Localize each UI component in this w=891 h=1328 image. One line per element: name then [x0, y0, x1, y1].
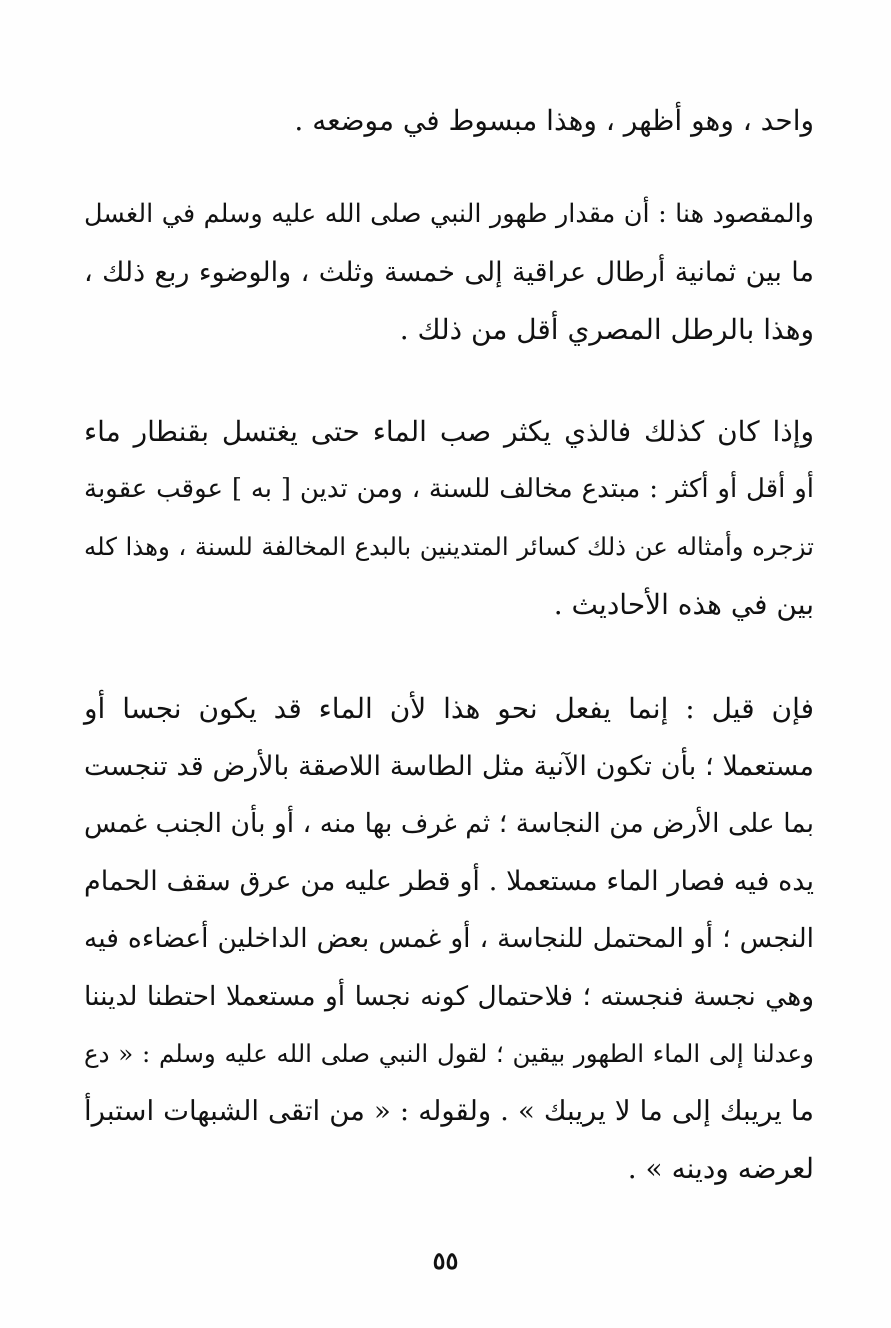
paragraph-4 — [84, 680, 814, 1198]
text-line: والمقصود هنا : أن مقدار طهور النبي صلى الله عليه وسلم في الغسل — [84, 199, 814, 229]
text-line: ما بين ثمانية أرطال عراقية إلى خمسة وثلث ، والوضوء ربع ذلك ، — [84, 256, 814, 288]
text-line: بما على الأرض من النجاسة ؛ ثم غرف بها منه ، أو بأن الجنب غمس — [84, 808, 814, 839]
text-line: فإن قيل : إنما يفعل نحو هذا لأن الماء قد يكون نجسا أو — [84, 692, 814, 725]
text-line: مستعملا ؛ بأن تكون الآنية مثل الطاسة اللاصقة بالأرض قد تنجست — [84, 750, 814, 782]
paragraph-1 — [84, 92, 814, 150]
text-line: بين في هذه الأحاديث . — [553, 587, 814, 621]
text-line: وهذا بالرطل المصري أقل من ذلك . — [399, 313, 814, 346]
text-line: النجس ؛ أو المحتمل للنجاسة ، أو غمس بعض الداخلين أعضاءه فيه — [84, 923, 814, 954]
text-line: ما يريبك إلى ما لا يريبك » . ولقوله : « من اتقى الشبهات استبرأ — [84, 1094, 814, 1127]
page-number: ٥٥ — [432, 1246, 459, 1275]
text-line: وعدلنا إلى الماء الطهور بيقين ؛ لقول النبي صلى الله عليه وسلم : « دع — [84, 1039, 814, 1068]
text-line: أو أقل أو أكثر : مبتدع مخالف للسنة ، ومن تدين [ به ] عوقب عقوبة — [84, 473, 814, 504]
text-line: تزجره وأمثاله عن ذلك كسائر المتدينين بالبدع المخالفة للسنة ، وهذا كله — [84, 532, 814, 561]
text-line: لعرضه ودينه » . — [627, 1152, 814, 1185]
text-line: واحد ، وهو أظهر ، وهذا مبسوط في موضعه . — [294, 104, 814, 137]
text-line: يده فيه فصار الماء مستعملا . أو قطر عليه من عرق سقف الحمام — [84, 865, 814, 897]
text-line: وهي نجسة فنجسته ؛ فلاحتمال كونه نجسا أو مستعملا احتطنا لديننا — [84, 980, 814, 1012]
paragraph-3 — [84, 403, 814, 633]
paragraph-2 — [84, 186, 814, 359]
text-line: وإذا كان كذلك فالذي يكثر صب الماء حتى يغتسل بقنطار ماء — [84, 415, 814, 448]
